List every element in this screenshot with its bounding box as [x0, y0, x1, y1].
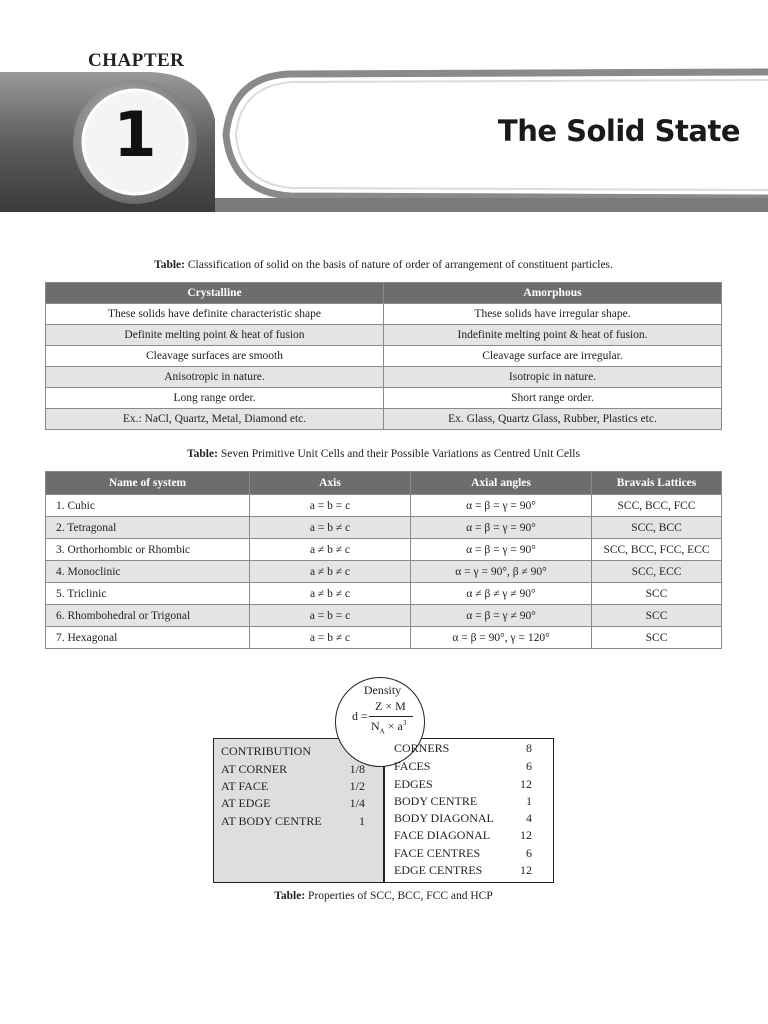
- chapter-number: 1: [113, 98, 157, 171]
- properties-caption-text: Properties of SCC, BCC, FCC and HCP: [305, 890, 493, 902]
- table-cell: 3. Orthorhombic or Rhombic: [46, 539, 250, 561]
- table-row: [46, 346, 722, 367]
- table2-header-row: [46, 472, 722, 495]
- contribution-label: AT BODY CENTRE: [221, 814, 322, 828]
- density-formula-lhs: d =: [352, 709, 368, 723]
- table-cell: SCC, ECC: [592, 561, 722, 583]
- contribution-value: 1/4: [349, 796, 365, 810]
- table-cell: 7. Hexagonal: [46, 627, 250, 649]
- table-cell: SCC, BCC, FCC, ECC: [592, 539, 722, 561]
- table-row: [46, 583, 722, 605]
- fraction-bar: [369, 716, 413, 717]
- table-cell: SCC, BCC, FCC: [592, 495, 722, 517]
- denominator-n: N: [371, 719, 380, 733]
- contribution-label: AT CORNER: [221, 762, 288, 776]
- chapter-title: The Solid State: [497, 114, 740, 148]
- table-row: [46, 605, 722, 627]
- count-label: EDGES: [394, 777, 433, 791]
- count-value: 6: [526, 759, 532, 773]
- denominator-sub: A: [379, 727, 385, 736]
- table-cell: a ≠ b ≠ c: [250, 583, 411, 605]
- count-value: 12: [520, 828, 532, 842]
- table-cell: Ex.: NaCl, Quartz, Metal, Diamond etc.: [46, 409, 384, 430]
- contribution-label: AT FACE: [221, 779, 269, 793]
- table-cell: a ≠ b ≠ c: [250, 561, 411, 583]
- density-label: Density: [363, 683, 402, 697]
- count-value: 12: [520, 863, 532, 877]
- density-formula-numerator: Z × M: [375, 699, 406, 713]
- table2-caption-text: Seven Primitive Unit Cells and their Possible Variations as Centred Unit Cells: [217, 448, 580, 460]
- count-label: BODY CENTRE: [394, 794, 478, 808]
- table-cell: 5. Triclinic: [46, 583, 250, 605]
- table-row: [46, 409, 722, 430]
- table-cell: Cleavage surfaces are smooth: [46, 346, 384, 367]
- denominator-rest: × a: [384, 719, 403, 733]
- contribution-value: 1/8: [349, 762, 365, 776]
- count-label: CORNERS: [394, 741, 450, 755]
- table-cell: α = β = γ = 90°: [411, 495, 592, 517]
- table-cell: a = b ≠ c: [250, 517, 411, 539]
- count-label: EDGE CENTRES: [394, 863, 483, 877]
- table-cell: 6. Rhombohedral or Trigonal: [46, 605, 250, 627]
- chapter-label: CHAPTER: [88, 50, 185, 71]
- denominator-sup: 3: [402, 719, 407, 727]
- table-cell: α = γ = 90°, β ≠ 90°: [411, 561, 592, 583]
- table-cell: 2. Tetragonal: [46, 517, 250, 539]
- table-cell: Isotropic in nature.: [384, 367, 722, 388]
- count-value: 4: [526, 811, 532, 825]
- table-cell: Short range order.: [384, 388, 722, 409]
- table-cell: SCC: [592, 627, 722, 649]
- table2-header-lattices: Bravais Lattices: [592, 472, 722, 495]
- table-row: [46, 325, 722, 346]
- table-cell: α ≠ β ≠ γ ≠ 90°: [411, 583, 592, 605]
- count-label: FACES: [394, 759, 431, 773]
- table-cell: a = b = c: [250, 495, 411, 517]
- table-cell: a ≠ b ≠ c: [250, 539, 411, 561]
- table-row: [46, 388, 722, 409]
- table2-header-angles: Axial angles: [411, 472, 592, 495]
- table1-caption-bold: Table:: [154, 259, 185, 271]
- table-cell: α = β = γ ≠ 90°: [411, 605, 592, 627]
- count-value: 8: [526, 741, 532, 755]
- contribution-value: 1: [359, 814, 365, 828]
- unit-cells-table: [45, 471, 722, 649]
- table-cell: Cleavage surface are irregular.: [384, 346, 722, 367]
- table-cell: Anisotropic in nature.: [46, 367, 384, 388]
- table-row: [46, 539, 722, 561]
- crystalline-amorphous-table: [45, 282, 722, 430]
- table-cell: Ex. Glass, Quartz Glass, Rubber, Plastics etc.: [384, 409, 722, 430]
- table2-header-system: Name of system: [46, 472, 250, 495]
- table-cell: Long range order.: [46, 388, 384, 409]
- table-row: [46, 367, 722, 388]
- table-cell: α = β = γ = 90°: [411, 517, 592, 539]
- table1-header-row: [46, 283, 722, 304]
- table1-header-amorphous: Amorphous: [384, 283, 722, 304]
- table-cell: These solids have definite characteristic shape: [46, 304, 384, 325]
- table1-caption: [45, 259, 722, 271]
- contribution-title: CONTRIBUTION: [221, 744, 311, 758]
- count-value: 1: [526, 794, 532, 808]
- table-cell: Indefinite melting point & heat of fusion.: [384, 325, 722, 346]
- table-row: [46, 517, 722, 539]
- table2-caption: [45, 448, 722, 460]
- table1-header-crystalline: Crystalline: [46, 283, 384, 304]
- properties-caption: [213, 890, 554, 902]
- contribution-value: 1/2: [349, 779, 365, 793]
- count-value: 6: [526, 846, 532, 860]
- table-cell: SCC: [592, 605, 722, 627]
- table-cell: 1. Cubic: [46, 495, 250, 517]
- table-cell: SCC: [592, 583, 722, 605]
- table1-caption-text: Classification of solid on the basis of nature of order of arrangement of constituent particles.: [184, 259, 613, 271]
- table2-caption-bold: Table:: [187, 448, 218, 460]
- table-row: [46, 304, 722, 325]
- table-cell: α = β = 90°, γ = 120°: [411, 627, 592, 649]
- count-label: BODY DIAGONAL: [394, 811, 494, 825]
- table-row: [46, 627, 722, 649]
- table-cell: α = β = γ = 90°: [411, 539, 592, 561]
- density-formula-denominator: [371, 719, 406, 735]
- table-cell: SCC, BCC: [592, 517, 722, 539]
- table-cell: These solids have irregular shape.: [384, 304, 722, 325]
- count-label: FACE CENTRES: [394, 846, 481, 860]
- contribution-label: AT EDGE: [221, 796, 271, 810]
- table-cell: Definite melting point & heat of fusion: [46, 325, 384, 346]
- count-label: FACE DIAGONAL: [394, 828, 491, 842]
- table2-header-axis: Axis: [250, 472, 411, 495]
- table-cell: a = b ≠ c: [250, 627, 411, 649]
- table-row: [46, 561, 722, 583]
- table-cell: a = b = c: [250, 605, 411, 627]
- count-value: 12: [520, 777, 532, 791]
- properties-caption-bold: Table:: [274, 890, 306, 902]
- table-row: [46, 495, 722, 517]
- table-cell: 4. Monoclinic: [46, 561, 250, 583]
